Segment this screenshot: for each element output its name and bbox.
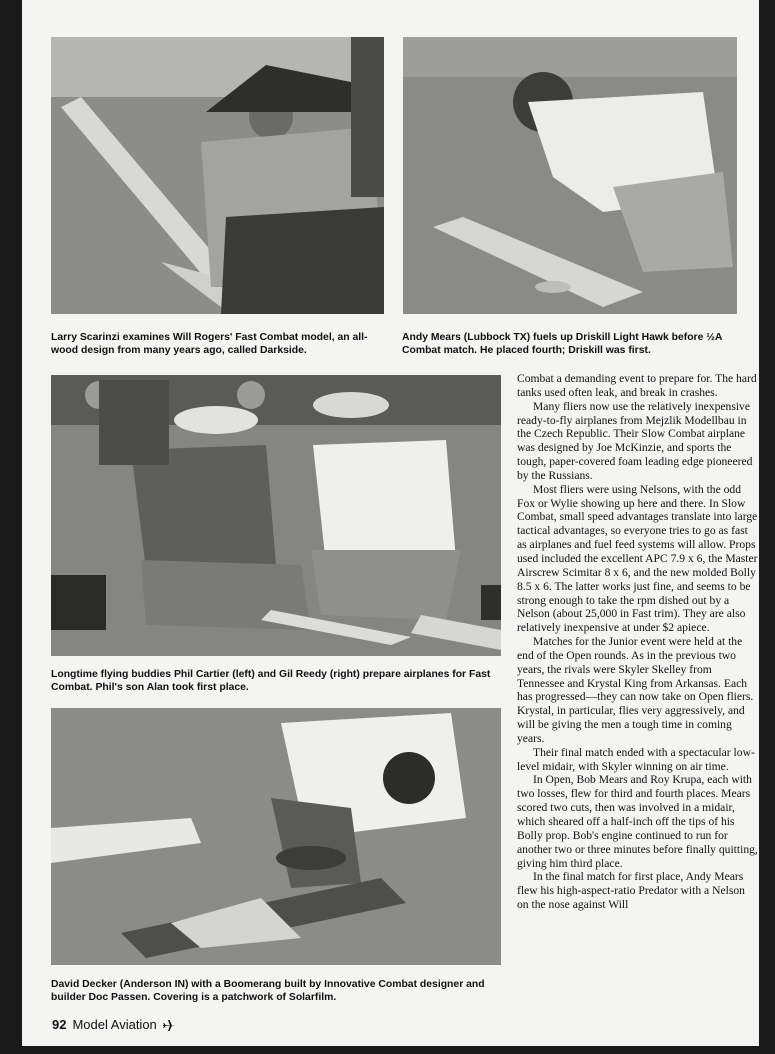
photo-david-decker	[51, 708, 501, 965]
article-paragraph: Matches for the Junior event were held at the end of the Open rounds. As in the previous two years, the rivals were Skyler Skelley from Tennessee and Krystal King from Arkansas. Each has progressed—they can now take on Open fliers. Krystal, in particular, flies very aggressively, and will be giving the men a tough time in coming years.	[517, 635, 754, 745]
article-paragraph: Their final match ended with a spectacular low-level midair, with Skyler winning on air time.	[517, 745, 755, 773]
page-footer	[52, 1017, 176, 1032]
article-paragraph: Combat a demanding event to prepare for. The hard tanks used often leak, and break in crashes.	[517, 372, 757, 399]
page-number: 92	[52, 1017, 67, 1032]
article-paragraph: Many fliers now use the relatively inexpensive ready-to-fly airplanes from Mejzlik Modellbau in the Czech Republic. Their Slow Combat airplane was designed by Joe McKinzie, and sports the tough, paper-covered foam leading edge pioneered by the Russians.	[517, 399, 753, 482]
photo-larry-scarinzi	[51, 37, 384, 314]
photo-andy-mears	[403, 37, 737, 314]
photo4-caption: David Decker (Anderson IN) with a Boomerang built by Innovative Combat designer and builder Doc Passen. Covering is a patchwork of Solarfilm.	[51, 979, 485, 1003]
airplane-icon	[163, 1019, 176, 1030]
magazine-title: Model Aviation	[72, 1017, 157, 1032]
photo1-caption: Larry Scarinzi examines Will Rogers' Fast Combat model, an all-wood design from many years ago, called Darkside.	[51, 332, 368, 356]
photo-cartier-reedy	[51, 375, 501, 656]
article-column	[517, 372, 759, 912]
photo3-caption: Longtime flying buddies Phil Cartier (left) and Gil Reedy (right) prepare airplanes for Fast Combat. Phil's son Alan took first place.	[51, 669, 491, 693]
article-paragraph: In Open, Bob Mears and Roy Krupa, each with two losses, flew for third and fourth places. Mears scored two cuts, then was involved in a midair, which sheared off a half-inch off the tips of his Bolly prop. Bob's engine continued to run for another two or three minutes before finally quitting, giving him third place.	[517, 773, 758, 870]
article-paragraph: In the final match for first place, Andy Mears flew his high-aspect-ratio Predator with a Nelson on the nose against Will	[517, 870, 745, 912]
magazine-page	[22, 0, 759, 1046]
photo2-caption: Andy Mears (Lubbock TX) fuels up Driskill Light Hawk before ½A Combat match. He placed fourth; Driskill was first.	[402, 332, 723, 356]
article-paragraph: Most fliers were using Nelsons, with the odd Fox or Wylie showing up here and there. In Slow Combat, small speed advantages translate into large tactical advantages, so everyone tries to go as fast as airplanes and fuel feed systems will allow. Props used included the excellent APC 7.9 x 6, the Master Airscrew Scimitar 8 x 6, and the new molded Bolly 8.5 x 6. The latter works just fine, and seems to be strong enough to take the rpm dished out by a Nelson (about 25,000 in Fast trim). They are also relatively inexpensive at under $2 apiece.	[517, 482, 758, 635]
